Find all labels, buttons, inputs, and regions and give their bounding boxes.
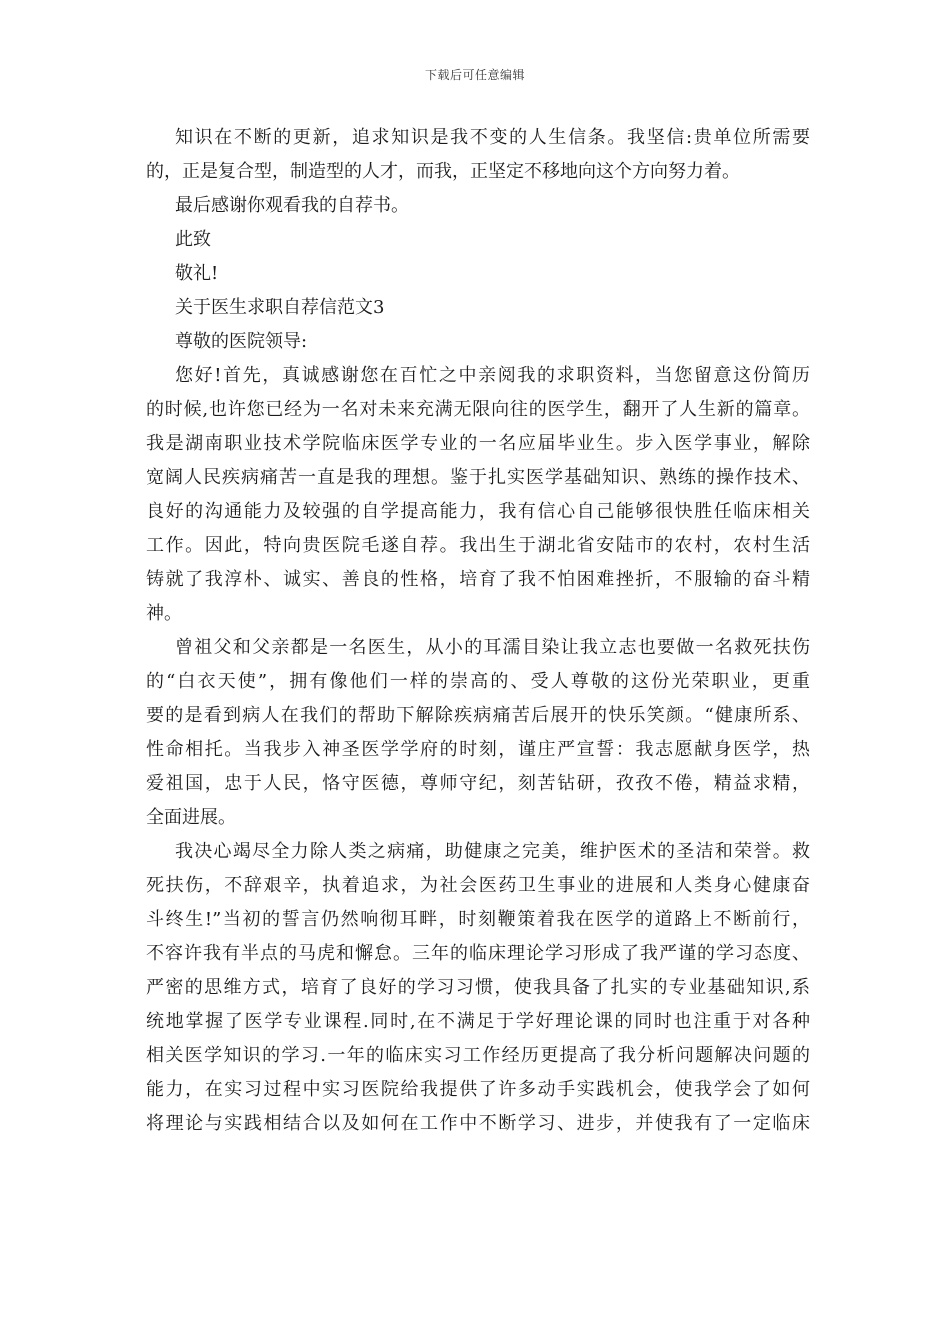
text-line: 的“白衣天使”，拥有像他们一样的崇高的、受人尊敬的这份光荣职业，更重 — [146, 671, 810, 692]
text-line: 斗终生!”当初的誓言仍然响彻耳畔，时刻鞭策着我在医学的道路上不断前行， — [146, 909, 810, 930]
text-line: 相关医学知识的学习.一年的临床实习工作经历更提高了我分析问题解决问题的 — [146, 1045, 810, 1066]
text-line: 的时候,也许您已经为一名对未来充满无限向往的医学生，翻开了人生新的篇章。 — [146, 399, 810, 420]
text-line: 尊敬的医院领导: — [175, 331, 308, 352]
text-line: 全面进展。 — [146, 807, 236, 828]
text-line: 曾祖父和父亲都是一名医生，从小的耳濡目染让我立志也要做一名救死扶伤 — [175, 637, 810, 658]
text-line: 您好!首先，真诚感谢您在百忙之中亲阅我的求职资料，当您留意这份简历 — [175, 365, 810, 386]
text-line: 良好的沟通能力及较强的自学提高能力，我有信心自己能够很快胜任临床相关 — [146, 501, 810, 522]
text-line: 统地掌握了医学专业课程.同时,在不满足于学好理论课的同时也注重于对各种 — [146, 1011, 810, 1032]
text-line: 要的是看到病人在我们的帮助下解除疾病痛苦后展开的快乐笑颜。“健康所系、 — [146, 705, 810, 726]
text-line: 爱祖国，忠于人民，恪守医德，尊师守纪，刻苦钻研，孜孜不倦，精益求精， — [146, 773, 810, 794]
text-line: 工作。因此，特向贵医院毛遂自荐。我出生于湖北省安陆市的农村，农村生活 — [146, 535, 810, 556]
text-line: 死扶伤，不辞艰辛，执着追求，为社会医药卫生事业的进展和人类身心健康奋 — [146, 875, 810, 896]
text-line: 铸就了我淳朴、诚实、善良的性格，培育了我不怕困难挫折，不服输的奋斗精 — [146, 569, 810, 590]
document-body — [146, 121, 810, 1141]
text-line: 我是湖南职业技术学院临床医学专业的一名应届毕业生。步入医学事业，解除 — [146, 433, 810, 454]
text-line: 性命相托。当我步入神圣医学学府的时刻，谨庄严宣誓：我志愿献身医学，热 — [146, 739, 810, 760]
text-line: 知识在不断的更新，追求知识是我不变的人生信条。我坚信:贵单位所需要 — [175, 127, 810, 148]
text-line: 能力，在实习过程中实习医院给我提供了许多动手实践机会，使我学会了如何 — [146, 1079, 810, 1100]
text-line: 的，正是复合型，制造型的人才，而我，正坚定不移地向这个方向努力着。 — [146, 161, 740, 182]
text-line: 最后感谢你观看我的自荐书。 — [175, 195, 409, 216]
page-header: 下载后可任意编辑 — [424, 68, 525, 82]
text-line: 不容许我有半点的马虎和懈怠。三年的临床理论学习形成了我严谨的学习态度、 — [146, 943, 810, 964]
text-line: 此致 — [175, 229, 211, 250]
text-line: 严密的思维方式，培育了良好的学习习惯，使我具备了扎实的专业基础知识,系 — [146, 977, 810, 998]
text-line: 我决心竭尽全力除人类之病痛，助健康之完美，维护医术的圣洁和荣誉。救 — [175, 841, 810, 862]
text-line: 敬礼! — [175, 263, 219, 284]
text-line: 宽阔人民疾病痛苦一直是我的理想。鉴于扎实医学基础知识、熟练的操作技术、 — [146, 467, 810, 488]
text-line: 神。 — [146, 603, 182, 624]
text-line: 关于医生求职自荐信范文3 — [175, 297, 385, 318]
text-line: 将理论与实践相结合以及如何在工作中不断学习、进步，并使我有了一定临床 — [146, 1113, 810, 1134]
